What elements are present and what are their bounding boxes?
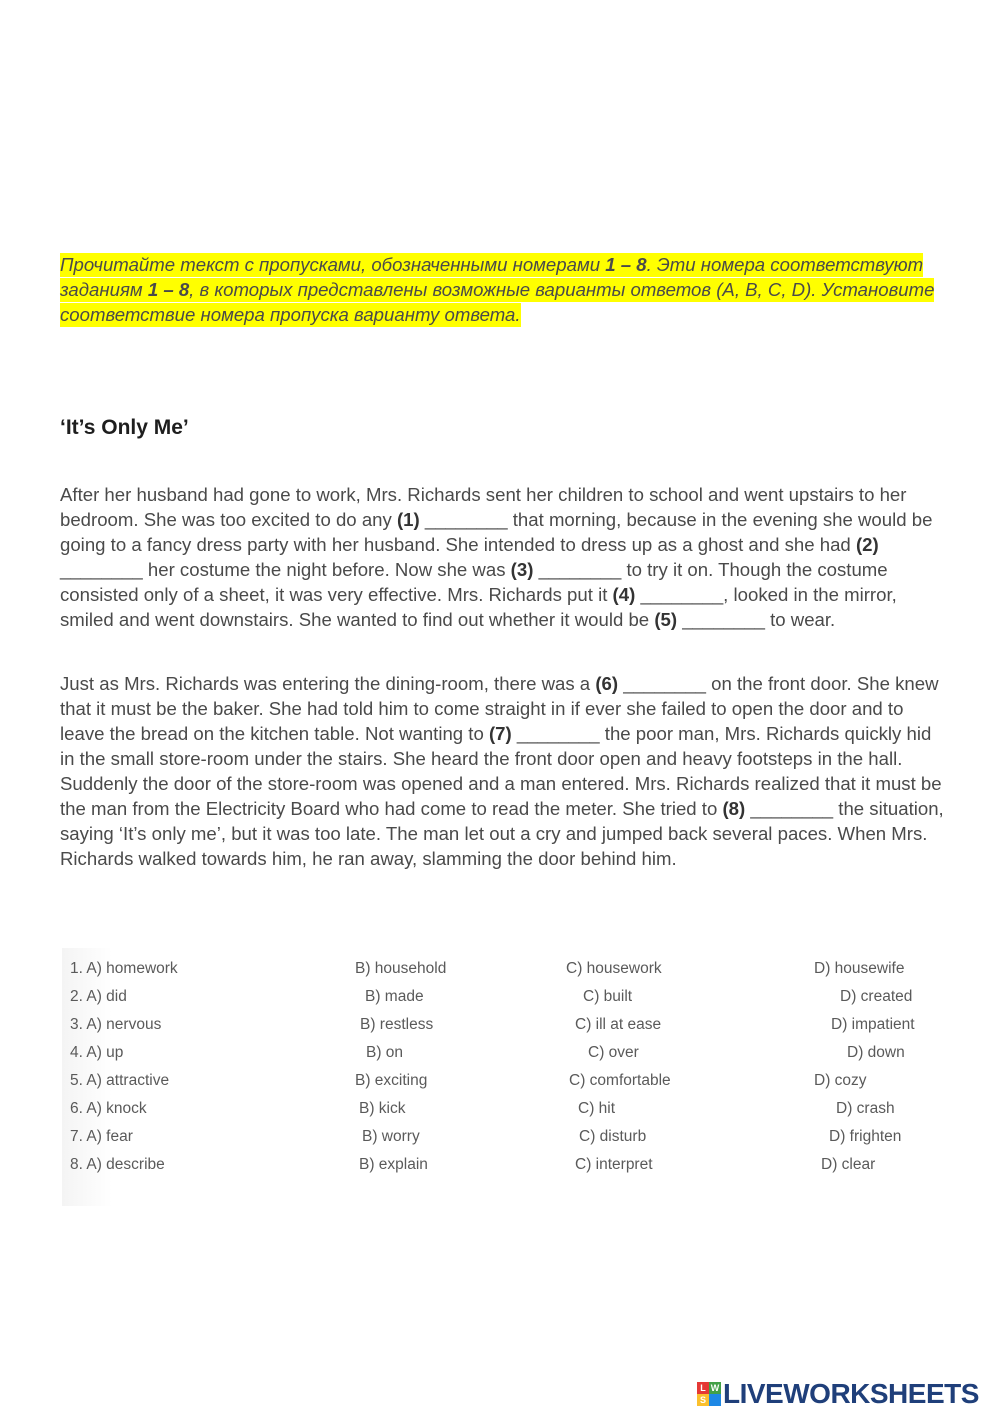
- paragraph-text: ________ that morning, because in the evening she would be going to a fancy dress party with her husband. She intended to dress up as a ghost and she had: [60, 509, 933, 555]
- paragraph-text: ________ her costume the night before. Now she was: [60, 559, 511, 580]
- option-c: C) built: [583, 988, 633, 1005]
- options-row-1: [62, 960, 942, 984]
- option-d: D) cozy: [814, 1072, 867, 1089]
- gap-number: (2): [855, 534, 879, 555]
- option-d: D) clear: [821, 1156, 876, 1173]
- paragraph-text: ________ to try it on. Though the costume consisted only of a sheet, it was very effective. Mrs. Richards put it: [60, 559, 888, 605]
- option-b: B) kick: [359, 1100, 406, 1117]
- option-a: 6. A) knock: [70, 1100, 147, 1117]
- instruction-text: . Эти номера соответствуют заданиям: [60, 254, 924, 300]
- option-a: 2. A) did: [70, 988, 127, 1005]
- option-a: 3. A) nervous: [70, 1016, 162, 1033]
- option-d: D) created: [840, 988, 913, 1005]
- paragraph-text: ________ on the front door. She knew that it must be the baker. She had told him to come straight in if ever she failed to open the door and to leave the bread on the kitchen table. Not wanting to: [60, 673, 939, 744]
- gap-number: (4): [612, 584, 636, 605]
- instruction-text: Прочитайте текст с пропусками, обозначенными номерами: [60, 254, 606, 275]
- paragraph-2: [60, 671, 945, 871]
- gap-number: (5): [654, 609, 678, 630]
- paragraph-text: ________ to wear.: [677, 609, 836, 630]
- option-d: D) frighten: [829, 1128, 902, 1145]
- logo-mark-icon: [697, 1382, 721, 1406]
- gap-number: (7): [488, 723, 512, 744]
- option-c: C) housework: [566, 960, 662, 977]
- paragraph-text: ________ the situation, saying ‘It’s only me’, but it was too late. The man let out a cry and jumped back several paces. When Mrs. Richards walked towards him, he ran away, slamming the door behind him.: [60, 798, 944, 869]
- option-a: 8. A) describe: [70, 1156, 165, 1173]
- option-c: C) interpret: [575, 1156, 653, 1173]
- option-d: D) housewife: [814, 960, 905, 977]
- option-c: C) over: [588, 1044, 639, 1061]
- option-d: D) down: [847, 1044, 905, 1061]
- paragraph-text: ________, looked in the mirror, smiled and went downstairs. She wanted to find out whether it would be: [60, 584, 897, 630]
- options-row-3: [62, 1016, 942, 1040]
- option-b: B) worry: [362, 1128, 420, 1145]
- options-row-6: [62, 1100, 942, 1124]
- gap-number: (3): [510, 559, 534, 580]
- option-b: B) household: [355, 960, 447, 977]
- paragraph-text: Just as Mrs. Richards was entering the dining-room, there was a: [60, 673, 596, 694]
- options-row-4: [62, 1044, 942, 1068]
- instruction-range: 1 – 8: [147, 279, 190, 300]
- paragraph-text: After her husband had gone to work, Mrs. Richards sent her children to school and went upstairs to her bedroom. She was too excited to do any: [60, 484, 907, 530]
- option-a: 4. A) up: [70, 1044, 124, 1061]
- options-row-7: [62, 1128, 942, 1152]
- logo-mark-cell: L: [697, 1382, 709, 1394]
- option-d: D) impatient: [831, 1016, 915, 1033]
- options-row-5: [62, 1072, 942, 1096]
- option-b: B) explain: [359, 1156, 428, 1173]
- gap-number: (1): [396, 509, 420, 530]
- option-c: C) comfortable: [569, 1072, 671, 1089]
- option-c: C) ill at ease: [575, 1016, 662, 1033]
- logo-text: LIVEWORKSHEETS: [723, 1378, 979, 1409]
- instruction-text: , в которых представлены возможные варианты ответов (A, B, C, D). Установите соответствие номера пропуска варианту ответа.: [60, 279, 935, 325]
- liveworksheets-logo: [697, 1377, 979, 1411]
- option-a: 7. A) fear: [70, 1128, 133, 1145]
- option-b: B) made: [365, 988, 424, 1005]
- logo-mark-cell: W: [710, 1383, 720, 1393]
- option-a: 5. A) attractive: [70, 1072, 170, 1089]
- paragraph-text: ________ the poor man, Mrs. Richards quickly hid in the small store-room under the stairs. She heard the front door open and heavy footsteps in the hall. Suddenly the door of the store-room was opened and a man entered. Mrs. Richards realized that it must be the man from the Electricity Board who had come to read the meter. She tried to: [60, 723, 942, 819]
- logo-mark-cell: [709, 1394, 721, 1406]
- option-b: B) restless: [360, 1016, 434, 1033]
- option-a: 1. A) homework: [70, 960, 178, 977]
- text-title: ‘It’s Only Me’: [60, 416, 189, 439]
- option-c: C) disturb: [579, 1128, 647, 1145]
- paragraph-1: [60, 482, 945, 632]
- options-row-2: [62, 988, 942, 1012]
- options-row-8: [62, 1156, 942, 1180]
- option-b: B) on: [366, 1044, 404, 1061]
- instruction-range: 1 – 8: [605, 254, 647, 275]
- logo-mark-cell: S: [697, 1394, 709, 1406]
- option-b: B) exciting: [355, 1072, 428, 1089]
- option-d: D) crash: [836, 1100, 895, 1117]
- gap-number: (8): [722, 798, 746, 819]
- task-instruction: [60, 252, 940, 327]
- answer-options-table: [62, 948, 942, 1206]
- option-c: C) hit: [578, 1100, 616, 1117]
- gap-number: (6): [595, 673, 619, 694]
